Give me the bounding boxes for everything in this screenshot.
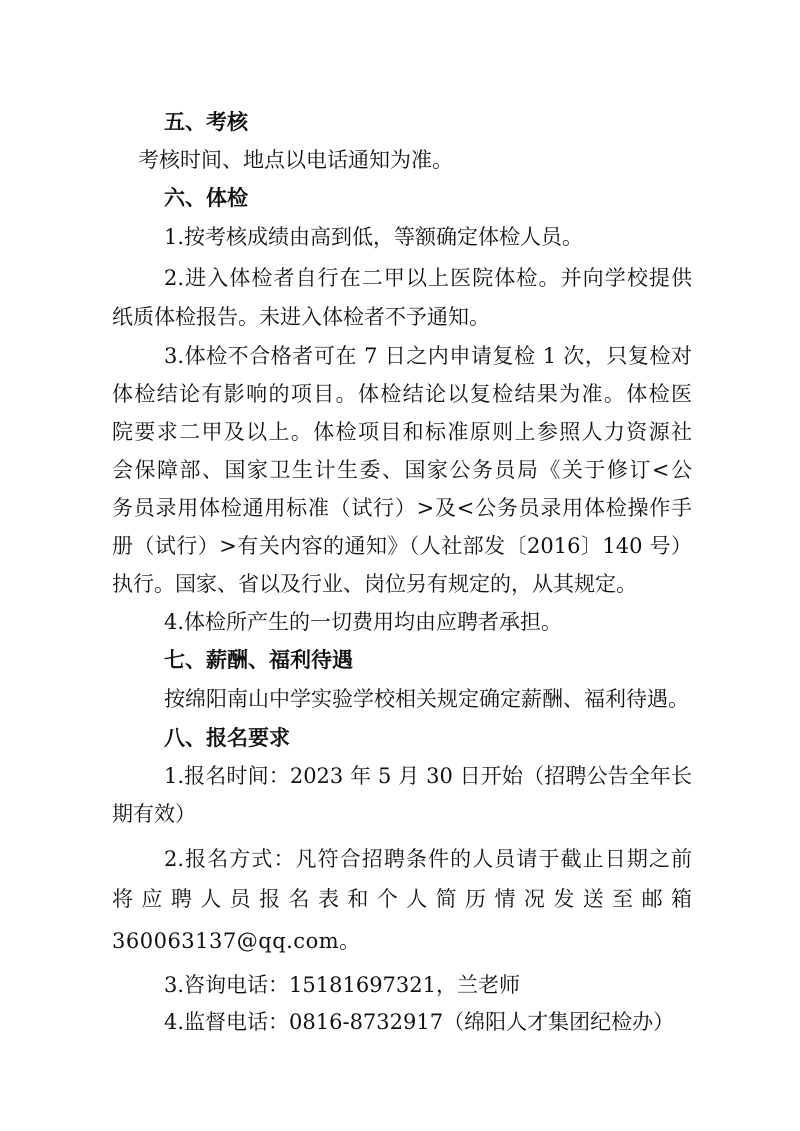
section-heading-registration: 八、报名要求 (164, 726, 290, 750)
paragraph-line: 体检结论有影响的项目。体检结论以复检结果为准。体检医 (112, 382, 692, 406)
paragraph-line: 按绵阳南山中学实验学校相关规定确定薪酬、福利待遇。 (164, 687, 689, 711)
paragraph-line: 纸质体检报告。未进入体检者不予通知。 (112, 305, 490, 329)
paragraph-line: 3.体检不合格者可在 7 日之内申请复检 1 次，只复检对 (164, 344, 692, 368)
paragraph-line: 1.报名时间：2023 年 5 月 30 日开始（招聘公告全年长 (164, 764, 692, 788)
paragraph-line: 会保障部、国家卫生计生委、国家公务员局《关于修订<公 (112, 458, 692, 482)
paragraph-line: 4.监督电话：0816-8732917（绵阳人才集团纪检办） (164, 1010, 675, 1034)
section-heading-physical-exam: 六、体检 (164, 186, 248, 210)
paragraph-line: 务员录用体检通用标准（试行）>及<公务员录用体检操作手 (112, 496, 692, 520)
section-heading-compensation: 七、薪酬、福利待遇 (164, 648, 353, 672)
paragraph-line: 4.体检所产生的一切费用均由应聘者承担。 (164, 610, 563, 634)
paragraph-line: 考核时间、地点以电话通知为准。 (138, 148, 453, 172)
paragraph-line: 册（试行）>有关内容的通知》（人社部发〔2016〕140 号） (112, 534, 692, 558)
section-heading-assessment: 五、考核 (164, 110, 248, 134)
email-address: 360063137@qq.com。 (112, 929, 361, 953)
paragraph-line: 2.报名方式：凡符合招聘条件的人员请于截止日期之前 (164, 847, 692, 871)
paragraph-line: 1.按考核成绩由高到低，等额确定体检人员。 (164, 225, 584, 249)
paragraph-line: 期有效） (112, 802, 196, 826)
paragraph-line: 将应聘人员报名表和个人简历情况发送至邮箱 (112, 887, 692, 911)
paragraph-line: 执行。国家、省以及行业、岗位另有规定的，从其规定。 (112, 572, 637, 596)
paragraph-line: 3.咨询电话：15181697321，兰老师 (164, 973, 521, 997)
paragraph-line: 院要求二甲及以上。体检项目和标准原则上参照人力资源社 (112, 420, 692, 444)
paragraph-line: 2.进入体检者自行在二甲以上医院体检。并向学校提供 (164, 266, 692, 290)
